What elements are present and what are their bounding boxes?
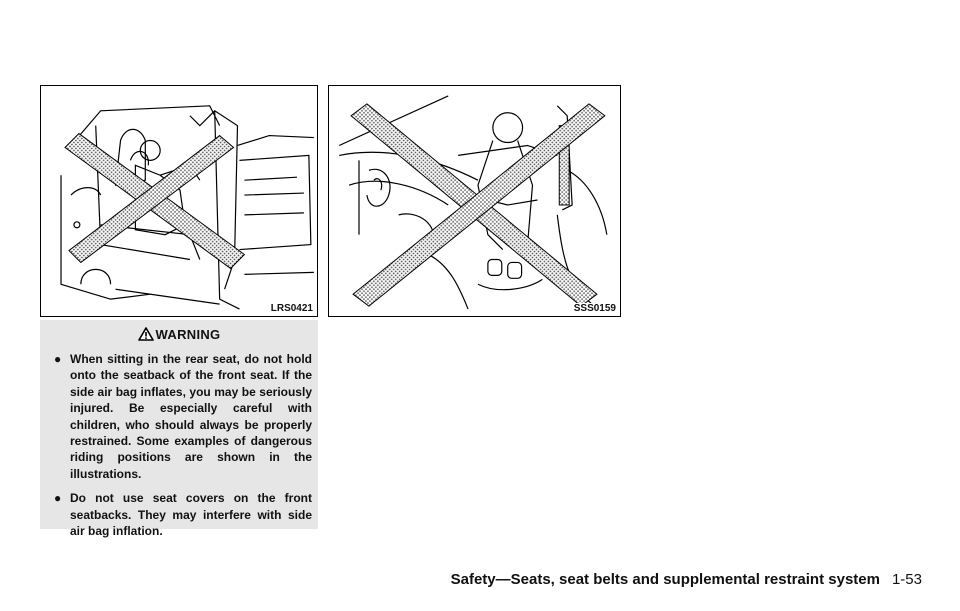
warning-item-text: Do not use seat covers on the front seatbacks. They may interfere with side air bag inflation.	[70, 491, 312, 539]
bullet-icon: ●	[54, 352, 62, 366]
warning-item	[54, 351, 312, 482]
warning-item	[54, 490, 312, 539]
truck-interior-illustration	[41, 86, 317, 316]
occupant-side-view-illustration	[329, 86, 620, 316]
figure-code: SSS0159	[573, 303, 616, 314]
warning-item-text: When sitting in the rear seat, do not hold onto the seatback of the front seat. If the side air bag inflates, you may be seriously injured. Be especially careful with children, who should always be properly restrained. Some examples of dangerous riding positions are shown in the illustrations.	[70, 352, 312, 481]
warning-heading	[40, 327, 318, 342]
page-number: 1-53	[891, 571, 922, 588]
figure-rear-seat-hold	[40, 85, 318, 317]
page-footer	[451, 571, 922, 588]
bullet-icon: ●	[54, 491, 62, 506]
warning-triangle-icon	[138, 327, 154, 341]
figure-leaning-door	[328, 85, 621, 317]
warning-list	[54, 351, 312, 547]
warning-box	[40, 320, 318, 539]
section-title: Safety—Seats, seat belts and supplemental restraint system	[450, 571, 880, 588]
warning-title: WARNING	[155, 327, 221, 342]
figure-code: LRS0421	[270, 303, 313, 314]
